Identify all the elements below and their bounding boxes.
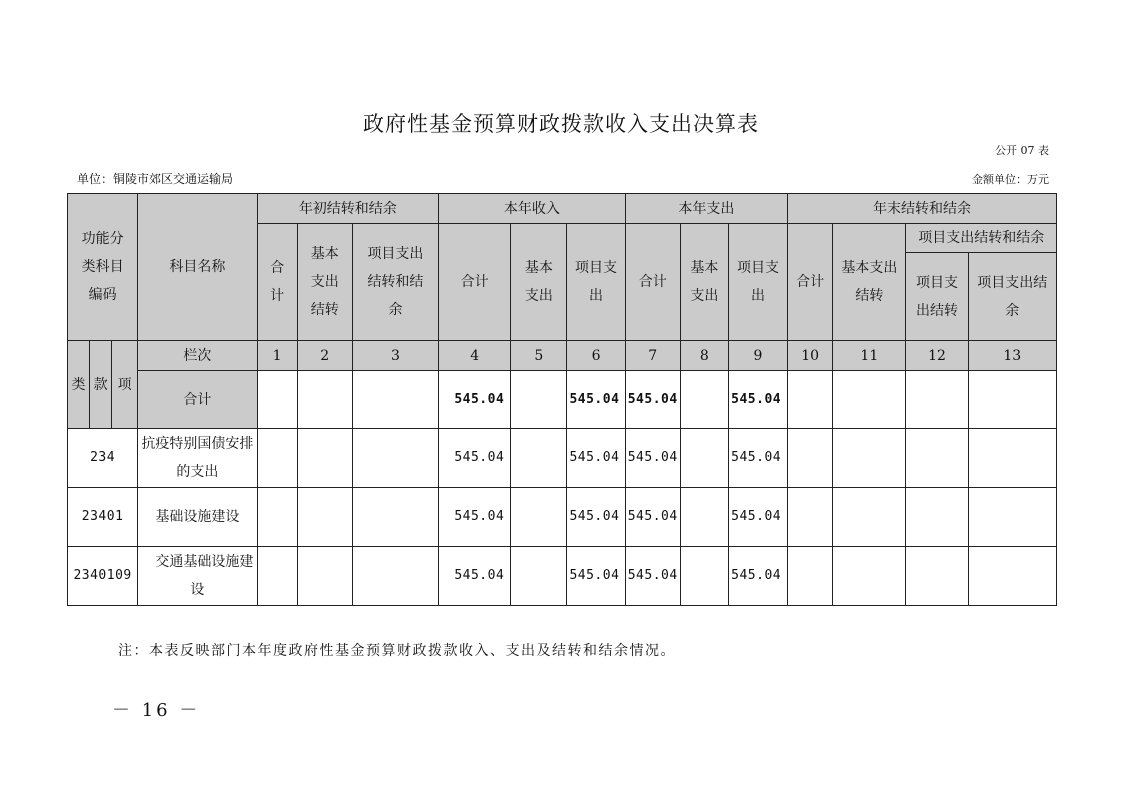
total-c6: 545.04 [567, 371, 625, 429]
total-c9: 545.04 [728, 371, 787, 429]
end-project-carry-header: 项目支出结转 [906, 253, 968, 341]
beg-project-header: 项目支出结转和结余 [352, 224, 438, 341]
subject-name-header: 科目名称 [138, 194, 257, 341]
end-basic-carry-header: 基本支出结转 [833, 224, 906, 341]
total-c12 [906, 371, 968, 429]
column-no-label: 栏次 [138, 341, 257, 371]
form-number: 公开 07 表 [995, 144, 1049, 157]
col-no-3: 3 [352, 341, 438, 371]
col-no-6: 6 [567, 341, 625, 371]
unit-label: 单位：铜陵市郊区交通运输局 [77, 172, 234, 186]
income-project-header: 项目支出 [567, 224, 625, 341]
total-c13 [968, 371, 1056, 429]
row-c7: 545.04 [625, 488, 680, 547]
col-no-12: 12 [906, 341, 968, 371]
row-c9: 545.04 [728, 488, 787, 547]
end-project-surplus-header: 项目支出结余 [968, 253, 1056, 341]
end-total-header: 合计 [788, 224, 833, 341]
footnote: 注：本表反映部门本年度政府性基金预算财政拨款收入、支出及结转和结余情况。 [118, 643, 676, 659]
row-name: 基础设施建设 [138, 488, 257, 547]
expense-total-header: 合计 [625, 224, 680, 341]
table-row [68, 488, 1057, 547]
total-c7: 545.04 [625, 371, 680, 429]
page-number: － 16 － [112, 700, 201, 721]
total-c2 [297, 371, 352, 429]
col-no-9: 9 [728, 341, 787, 371]
table-row [68, 547, 1057, 606]
total-c1 [257, 371, 297, 429]
end-balance-header: 年末结转和结余 [788, 194, 1057, 224]
expense-project-header: 项目支出 [728, 224, 787, 341]
row-c7: 545.04 [625, 547, 680, 606]
row-c6: 545.04 [567, 547, 625, 606]
row-code: 2340109 [68, 547, 138, 606]
total-c11 [833, 371, 906, 429]
row-code: 234 [68, 429, 138, 488]
row-c7: 545.04 [625, 429, 680, 488]
row-name: 抗疫特别国债安排的支出 [138, 429, 257, 488]
col-no-10: 10 [788, 341, 833, 371]
col-no-2: 2 [297, 341, 352, 371]
row-code: 23401 [68, 488, 138, 547]
total-c8 [680, 371, 728, 429]
beg-total-header: 合计 [257, 224, 297, 341]
income-header: 本年收入 [439, 194, 626, 224]
row-c9: 545.04 [728, 429, 787, 488]
total-label: 合计 [138, 371, 257, 429]
lei-header: 类 [68, 341, 90, 429]
col-no-13: 13 [968, 341, 1056, 371]
col-no-5: 5 [511, 341, 567, 371]
row-c9: 545.04 [728, 547, 787, 606]
xiang-header: 项 [112, 341, 138, 429]
total-row [68, 371, 1057, 429]
income-basic-header: 基本支出 [511, 224, 567, 341]
col-no-7: 7 [625, 341, 680, 371]
col-no-8: 8 [680, 341, 728, 371]
row-name: 交通基础设施建设 [138, 547, 257, 606]
row-c6: 545.04 [567, 429, 625, 488]
page-title: 政府性基金预算财政拨款收入支出决算表 [363, 112, 759, 136]
col-no-4: 4 [439, 341, 511, 371]
budget-table [67, 193, 1057, 606]
func-code-header: 功能分类科目编码 [68, 194, 138, 341]
col-no-11: 11 [833, 341, 906, 371]
header-row-1 [68, 194, 1057, 224]
total-c10 [788, 371, 833, 429]
row-c4: 545.04 [439, 488, 511, 547]
row-c4: 545.04 [439, 547, 511, 606]
row-c4: 545.04 [439, 429, 511, 488]
column-number-row [68, 341, 1057, 371]
money-unit-label: 金额单位：万元 [972, 173, 1049, 186]
total-c5 [511, 371, 567, 429]
kuan-header: 款 [90, 341, 112, 429]
end-project-group-header: 项目支出结转和结余 [906, 224, 1057, 253]
income-total-header: 合计 [439, 224, 511, 341]
total-c3 [352, 371, 438, 429]
expense-basic-header: 基本支出 [680, 224, 728, 341]
beg-basic-carry-header: 基本支出结转 [297, 224, 352, 341]
table-row [68, 429, 1057, 488]
total-c4: 545.04 [439, 371, 511, 429]
row-c6: 545.04 [567, 488, 625, 547]
expense-header: 本年支出 [625, 194, 787, 224]
col-no-1: 1 [257, 341, 297, 371]
beg-balance-header: 年初结转和结余 [257, 194, 439, 224]
